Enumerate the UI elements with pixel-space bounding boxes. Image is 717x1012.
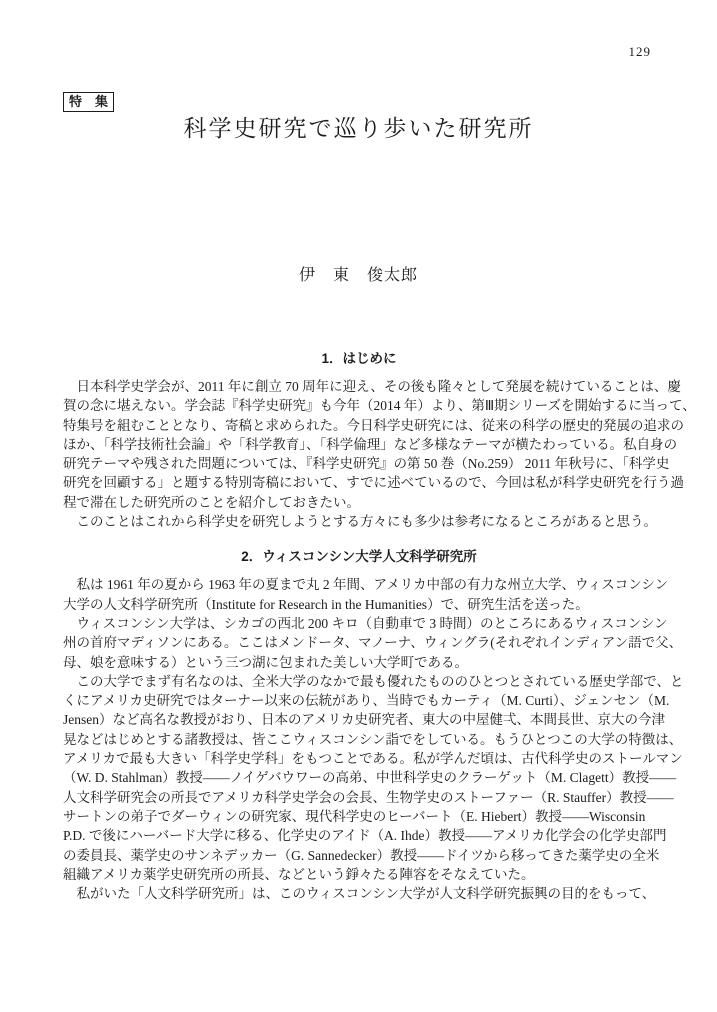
text-line: 程で滞在した研究所のことを紹介しておきたい。 bbox=[63, 494, 360, 510]
section-1-heading: 1．はじめに bbox=[321, 351, 397, 366]
text-line: P.D. で後にハーバード大学に移る、化学史のアイド（A. Ihde）教授――アメリカ化学会の化学史部門 bbox=[63, 828, 667, 844]
text-line: 人文科学研究会の所長でアメリカ科学史学会の会長、生物学史のストーファー（R. Stauffer）教授―― bbox=[63, 789, 674, 805]
article-body bbox=[63, 349, 696, 903]
article-title: 科学史研究で巡り歩いた研究所 bbox=[183, 116, 534, 141]
text-line: 私は 1961 年の夏から 1963 年の夏まで丸 2 年間、アメリカ中部の有力な州立大学、ウィスコンシン bbox=[63, 577, 669, 593]
text-line: 大学の人文科学研究所（Institute for Research in the Humanities）で、研究生活を送った。 bbox=[63, 596, 589, 612]
text-line: この大学でまず有名なのは、全米大学のなかで最も優れたもののひとつとされている歴史学部で、と bbox=[63, 673, 684, 689]
text-line: の委員長、薬学史のサンネデッカー（G. Sannedecker）教授――ドイツから移ってきた薬学史の全米 bbox=[63, 847, 660, 863]
text-line: 晃などはじめとする諸教授は、皆ここウィスコンシン詣でをしている。もうひとつこの大学の特徴は、 bbox=[63, 731, 683, 747]
text-line: 組織アメリカ薬学史研究所の所長、などという錚々たる陣容をそなえていた。 bbox=[63, 866, 535, 882]
text-line: サートンの弟子でダーウィンの研究家、現代科学史のヒーバート（E. Hiebert）教授――Wisconsin bbox=[63, 808, 646, 824]
text-line: （W. D. Stahlman）教授――ノイゲバウワーの高弟、中世科学史のクラーゲット（M. Clagett）教授―― bbox=[63, 770, 677, 786]
section-2-heading: 2．ウィスコンシン大学人文科学研究所 bbox=[241, 549, 477, 565]
text-line: 研究テーマや残された問題については、『科学史研究』の第 50 巻（No.259） 2011 年秋号に、「科学史 bbox=[63, 456, 670, 472]
feature-label: 特 集 bbox=[69, 94, 109, 109]
text-line: 賀の念に堪えない。学会誌『科学史研究』も今年（2014 年）より、第Ⅲ期シリーズを開始するに当って、 bbox=[63, 398, 696, 414]
text-line: 特集号を組むこととなり、寄稿と求められた。今日科学史研究には、従来の科学の歴史的発展の追求の bbox=[63, 417, 684, 433]
author-name: 伊 東 俊太郎 bbox=[298, 267, 418, 284]
text-line: このことはこれから科学史を研究しようとする方々にも多少は参考になるところがあると思う。 bbox=[63, 514, 657, 530]
text-line: 母、娘を意味する）という三つ湖に包まれた美しい大学町である。 bbox=[63, 654, 468, 670]
text-line: 私がいた「人文科学研究所」は、このウィスコンシン大学が人文科学研究振興の目的をもって、 bbox=[63, 886, 656, 902]
text-line: ウィスコンシン大学は、シカゴの西北 200 キロ（自動車で 3 時間）のところにあるウィスコンシン bbox=[63, 615, 668, 631]
section-2-text bbox=[63, 575, 684, 903]
text-line: 州の首府マディソンにある。ここはメンドータ、マノーナ、ウィングラ(それぞれインディアン語で父、 bbox=[63, 635, 683, 651]
text-line: 日本科学史学会が、2011 年に創立 70 周年に迎え、その後も隆々として発展を続けていることは、慶 bbox=[63, 379, 681, 394]
text-line: アメリカで最も大きい「科学史学科」をもつことである。私が学んだ頃は、古代科学史のストールマン bbox=[63, 751, 683, 767]
text-line: 研究を回顧する」と題する特別寄稿において、すでに述べているので、今回は私が科学史研究を行う過 bbox=[63, 475, 684, 491]
text-line: くにアメリカ史研究ではターナー以来の伝統があり、当時でもカーティ（M. Curti）、ジェンセン（M. bbox=[63, 693, 670, 709]
text-line: Jensen）など高名な教授がおり、日本のアメリカ史研究者、東大の中屋健弌、本間長世、京大の今津 bbox=[63, 712, 666, 728]
feature-label-box bbox=[63, 92, 114, 112]
section-1-text bbox=[63, 377, 696, 531]
text-line: ほか、「科学技術社会論」や「科学教育」、「科学倫理」など多様なテーマが横たわっている。私自身の bbox=[63, 436, 678, 452]
page-number: 129 bbox=[628, 44, 651, 59]
